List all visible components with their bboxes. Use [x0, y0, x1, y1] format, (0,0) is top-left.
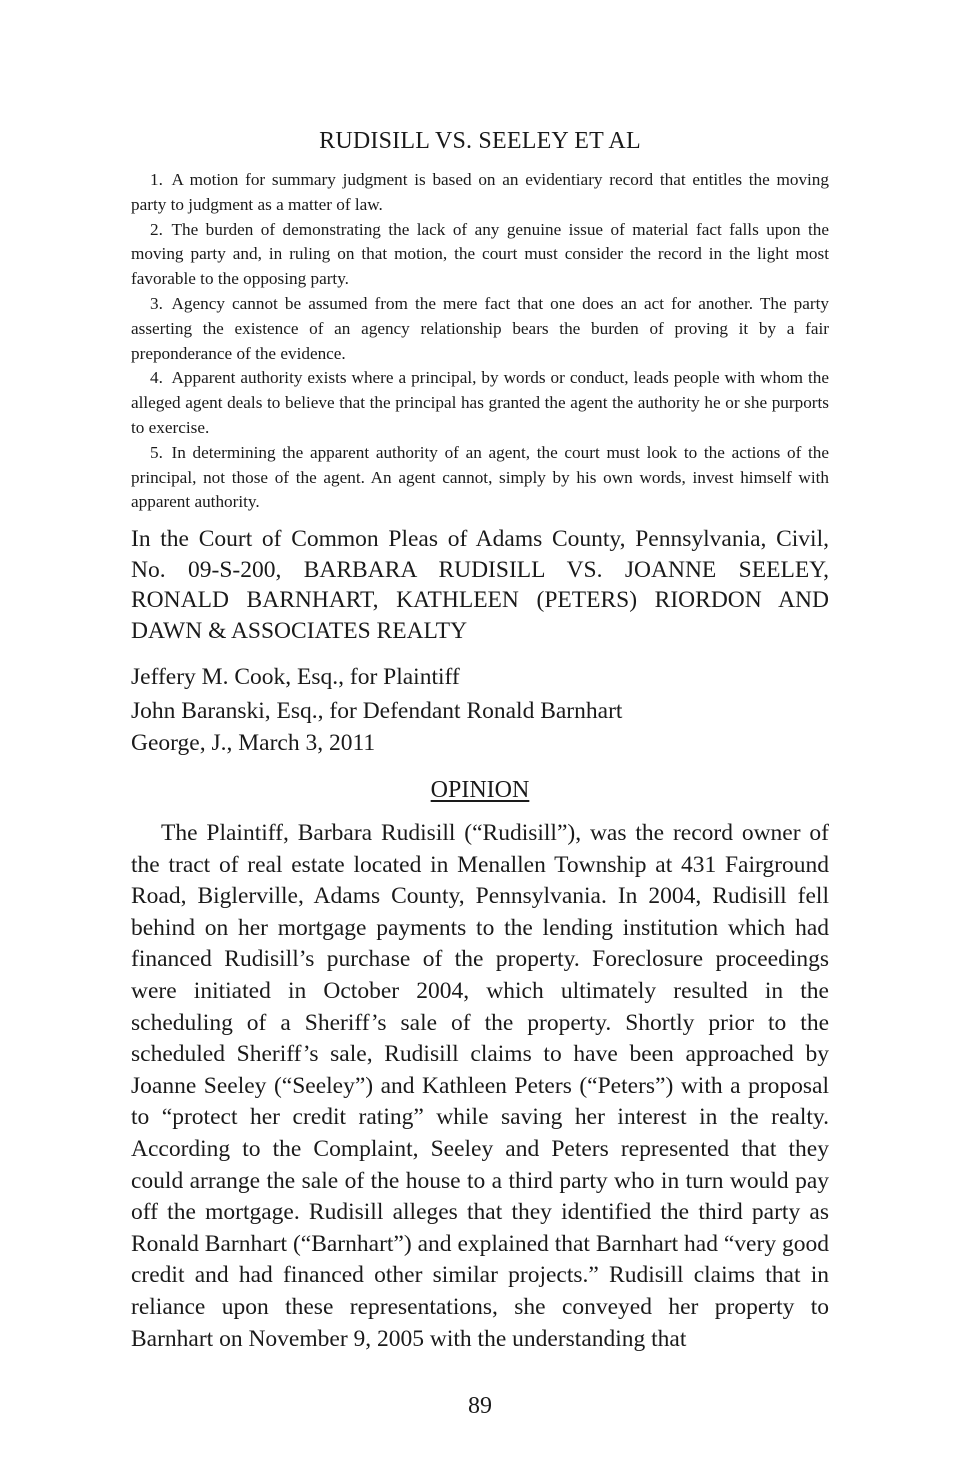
document-page [131, 0, 829, 1483]
headnote-5: 5. In determining the apparent authority of an agent, the court must look to the actions of the principal, not those of the agent. An agent cannot, simply by his own words, invest himself with apparent authority. [131, 442, 829, 512]
opinion-paragraph: The Plaintiff, Barbara Rudisill (“Rudisill”), was the record owner of the tract of real estate located in Menallen Township at 431 Fairground Road, Biglerville, Adams County, Pennsylvania. In 2004, Rudisill fell behind on her mortgage payments to the lending institution which had financed Rudisill’s purchase of the property. Foreclosure proceedings were initiated in October 2004, which ultimately resulted in the scheduling of a Sheriff’s sale of the property. Shortly prior to the scheduled Sheriff’s sale, Rudisill claims to have been approached by Joanne Seeley (“Seeley”) and Kathleen Peters (“Peters”) with a proposal to “protect her credit rating” while saving her interest in the realty. According to the Complaint, Seeley and Peters represented that they could arrange the sale of the house to a third party who in turn would pay off the mortgage. Rudisill alleges that they identified the third party as Ronald Barnhart (“Barnhart”) and explained that Barnhart had “very good credit and had financed other similar projects.” Rudisill claims that in reliance upon these representations, she conveyed her property to Barnhart on November 9, 2005 with the understanding that [131, 820, 829, 1352]
opinion-body [131, 818, 829, 1355]
headnote-2: 2. The burden of demonstrating the lack of any genuine issue of material fact falls upon the moving party and, in ruling on that motion, the court must consider the record in the light most favorable to the opposing party. [131, 219, 829, 289]
opinion-heading [131, 777, 829, 804]
counsel-defendant: John Baranski, Esq., for Defendant Ronald Barnhart [131, 698, 623, 724]
headnote-3: 3. Agency cannot be assumed from the mere fact that one does an act for another. The party asserting the existence of an agency relationship bears the burden of proving it by a fair preponderance of the evidence. [131, 293, 829, 363]
page-number: 89 [468, 1393, 492, 1419]
case-caption [131, 524, 829, 646]
headnote-1: 1. A motion for summary judgment is based on an evidentiary record that entitles the moving party to judgment as a matter of law. [131, 170, 829, 214]
opinion-heading-text: OPINION [430, 777, 530, 803]
page-title: RUDISILL VS. SEELEY ET AL [319, 128, 641, 154]
judge-date-line: George, J., March 3, 2011 [131, 730, 376, 756]
case-caption-text: In the Court of Common Pleas of Adams County, Pennsylvania, Civil, No. 09-S-200, BARBARA RUDISILL VS. JOANNE SEELEY, RONALD BARNHART, KATHLEEN (PETERS) RIORDON AND DAWN & ASSOCIATES REALTY [131, 526, 829, 644]
counsel-list [131, 660, 829, 728]
counsel-plaintiff: Jeffery M. Cook, Esq., for Plaintiff [131, 664, 460, 690]
headnotes [131, 168, 829, 515]
headnote-4: 4. Apparent authority exists where a principal, by words or conduct, leads people with whom the alleged agent deals to believe that the principal has granted the agent the authority he or she purports to exercise. [131, 368, 829, 437]
